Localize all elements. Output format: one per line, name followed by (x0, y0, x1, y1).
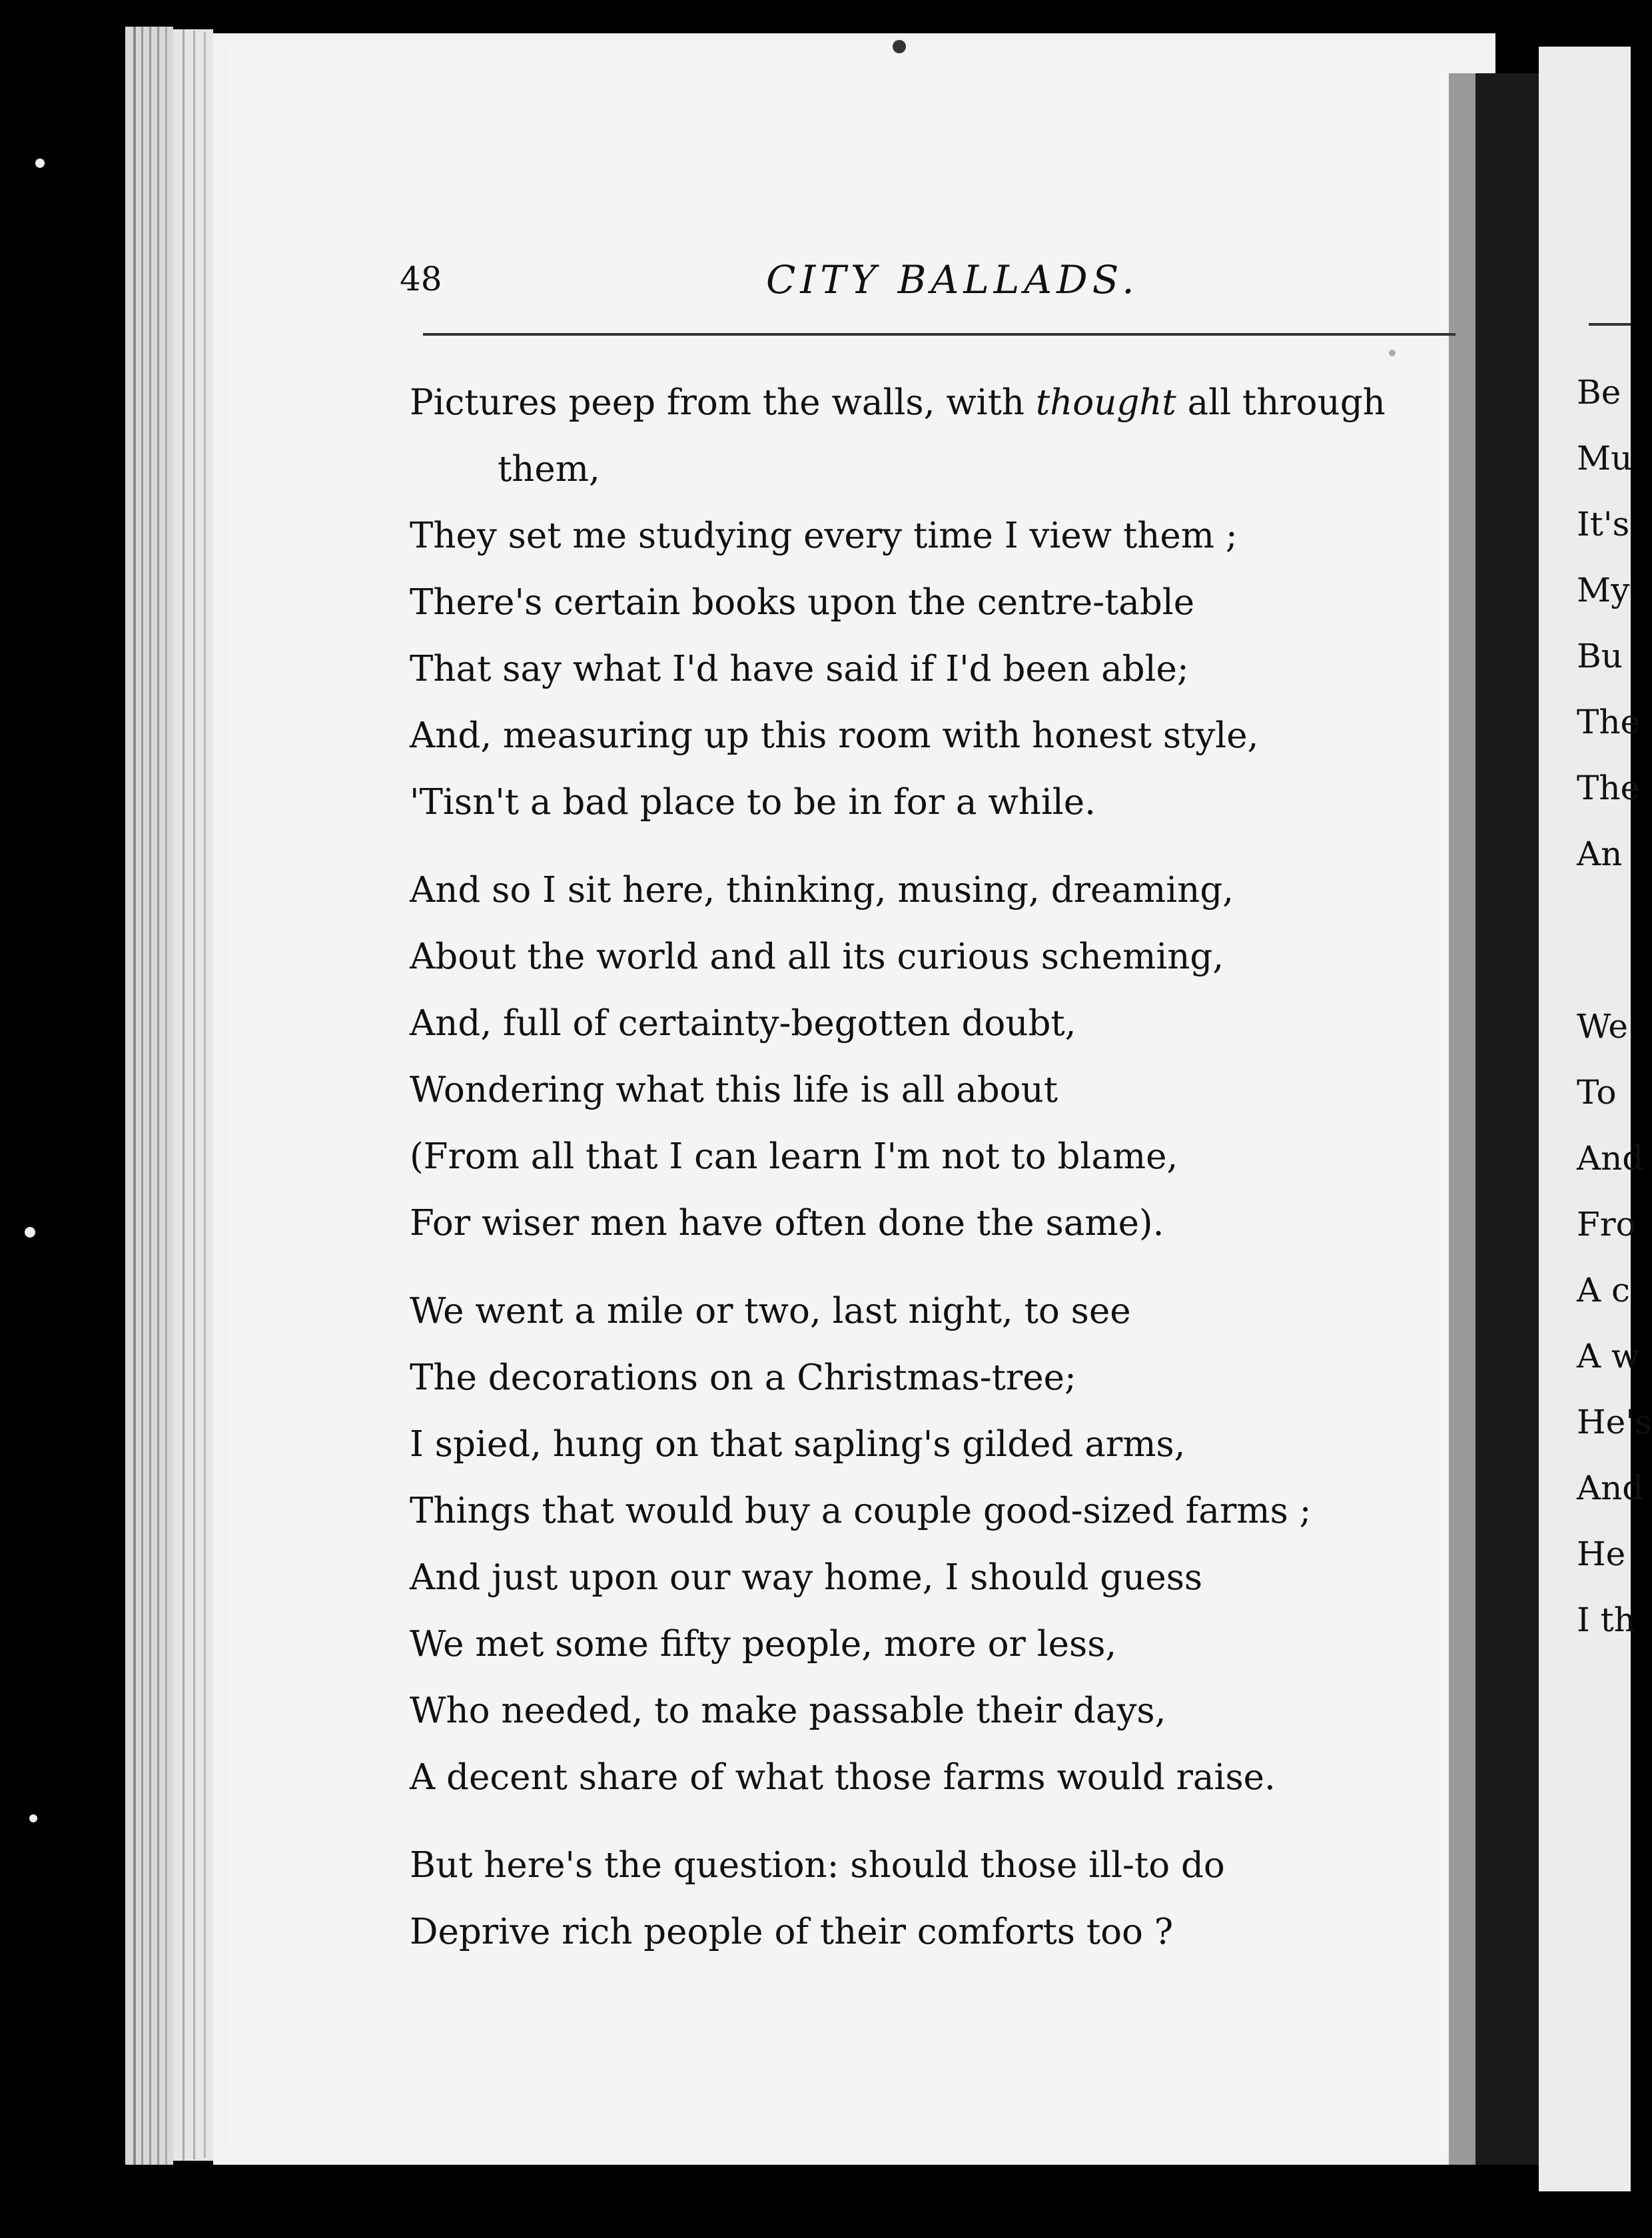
facing-line: The (1577, 769, 1641, 807)
facing-line: Bu (1577, 637, 1623, 675)
poem-line: And, full of certainty-begotten doubt, (410, 1003, 1076, 1044)
facing-line: A c (1577, 1271, 1631, 1309)
poem-line: (From all that I can learn I'm not to blame, (410, 1136, 1178, 1177)
facing-line: Fro (1577, 1205, 1636, 1244)
facing-line: A w (1577, 1337, 1640, 1375)
facing-line: An (1577, 835, 1623, 873)
facing-line: My (1577, 571, 1630, 609)
poem-line: That say what I'd have said if I'd been able; (410, 649, 1189, 689)
facing-line: Be (1577, 373, 1621, 412)
poem-line: Who needed, to make passable their days, (410, 1690, 1166, 1731)
poem-line: them, (498, 449, 600, 490)
poem-line: Pictures peep from the walls, with thought all through (410, 382, 1386, 423)
page-header (400, 257, 1459, 313)
poem-line: We met some fifty people, more or less, (410, 1624, 1117, 1665)
poem-line: And just upon our way home, I should guess (410, 1557, 1203, 1598)
facing-stanza (1577, 360, 1641, 887)
poem-line: There's certain books upon the centre-table (410, 582, 1195, 623)
poem-line: 'Tisn't a bad place to be in for a while. (410, 782, 1096, 823)
stanza (410, 857, 1462, 1257)
facing-line: And (1577, 1469, 1644, 1507)
facing-line: I th (1577, 1601, 1635, 1639)
facing-line: To (1577, 1073, 1617, 1112)
poem-line: But here's the question: should those ill-to do (410, 1845, 1225, 1886)
poem-line: A decent share of what those farms would raise. (410, 1757, 1276, 1798)
poem-line: For wiser men have often done the same). (410, 1203, 1164, 1244)
facing-line: He's (1577, 1403, 1652, 1441)
facing-line: The (1577, 703, 1641, 741)
poem-line: The decorations on a Christmas-tree; (410, 1357, 1076, 1398)
facing-line: It's (1577, 505, 1630, 544)
page-number: 48 (400, 260, 442, 298)
poem-line: Deprive rich people of their comforts too ? (410, 1912, 1174, 1952)
poem-line: They set me studying every time I view them ; (410, 516, 1238, 556)
poem-line: And so I sit here, thinking, musing, dreaming, (410, 870, 1234, 911)
stanza (410, 1832, 1462, 1966)
facing-line: Mu (1577, 439, 1633, 478)
poem-line: We went a mile or two, last night, to see (410, 1291, 1131, 1331)
poem-body (410, 370, 1462, 1987)
facing-line: He (1577, 1535, 1626, 1573)
facing-stanza (1577, 994, 1652, 1653)
stanza (410, 370, 1462, 836)
poem-line: Wondering what this life is all about (410, 1070, 1058, 1110)
poem-line: Things that would buy a couple good-sized farms ; (410, 1491, 1312, 1531)
poem-line: And, measuring up this room with honest style, (410, 715, 1259, 756)
facing-line: We (1577, 1007, 1628, 1046)
running-title: CITY BALLADS. (766, 257, 1139, 302)
stanza (410, 1278, 1462, 1811)
poem-line: I spied, hung on that sapling's gilded arms, (410, 1424, 1186, 1465)
poem-line: About the world and all its curious scheming, (410, 936, 1224, 977)
facing-line: And (1577, 1139, 1644, 1178)
facing-page-fragments (1577, 360, 1652, 1760)
